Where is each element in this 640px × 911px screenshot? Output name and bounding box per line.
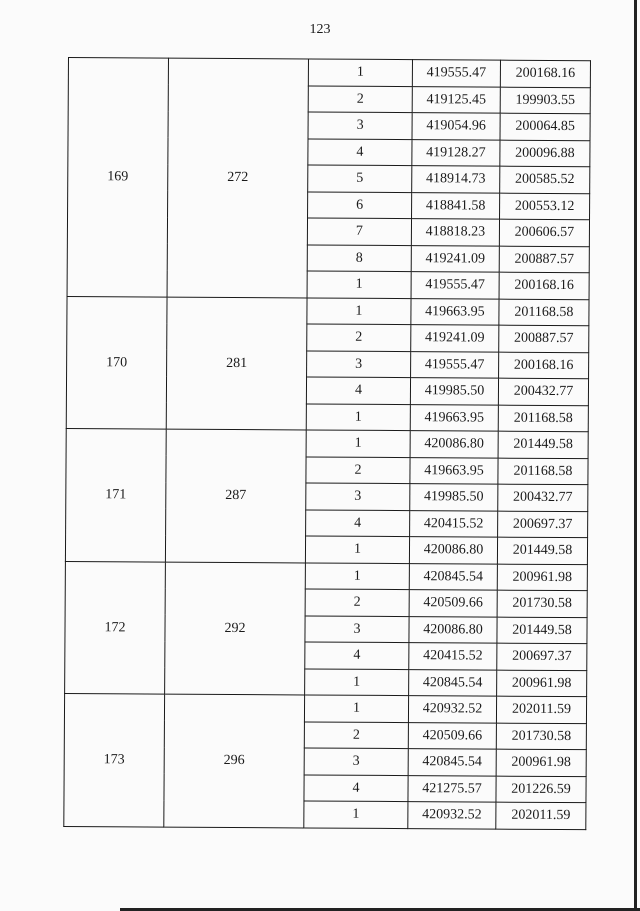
lot-number-cell: 171 [65,428,166,561]
plot-number-cell: 272 [167,58,308,297]
x-coordinate-cell: 418818.23 [411,219,499,246]
y-coordinate-cell: 200432.77 [498,378,588,405]
x-coordinate-cell: 419241.09 [411,325,499,352]
point-number-cell: 4 [304,774,408,801]
x-coordinate-cell: 420845.54 [409,563,497,590]
point-number-cell: 4 [306,377,410,404]
plot-number-cell: 296 [164,694,305,827]
y-coordinate-cell: 200961.98 [497,670,587,697]
coordinates-table [63,57,591,830]
x-coordinate-cell: 419985.50 [410,484,498,511]
x-coordinate-cell: 419241.09 [411,245,499,272]
lot-number-cell: 170 [66,296,167,429]
y-coordinate-cell: 200553.12 [500,193,590,220]
y-coordinate-cell: 200606.57 [499,219,589,246]
y-coordinate-cell: 201730.58 [497,590,587,617]
plot-number-cell: 287 [165,429,306,562]
x-coordinate-cell: 419663.95 [410,457,498,484]
point-number-cell: 2 [304,721,408,748]
point-number-cell: 3 [308,112,412,139]
lot-number-cell: 173 [64,693,165,826]
point-number-cell: 3 [305,615,409,642]
y-coordinate-cell: 200096.88 [500,140,590,167]
table-row [66,428,588,458]
y-coordinate-cell: 201449.58 [498,431,588,458]
x-coordinate-cell: 419555.47 [412,60,500,87]
table-row [64,693,586,723]
point-number-cell: 1 [305,536,409,563]
y-coordinate-cell: 200961.98 [496,749,586,776]
y-coordinate-cell: 201168.58 [498,405,588,432]
point-number-cell: 7 [307,218,411,245]
point-number-cell: 4 [306,509,410,536]
point-number-cell: 1 [305,562,409,589]
point-number-cell: 2 [307,324,411,351]
point-number-cell: 2 [305,589,409,616]
plot-number-cell: 281 [166,297,307,430]
x-coordinate-cell: 419125.45 [412,86,500,113]
y-coordinate-cell: 202011.59 [496,696,586,723]
y-coordinate-cell: 201449.58 [497,617,587,644]
x-coordinate-cell: 420415.52 [409,643,497,670]
page-number: 123 [309,22,331,37]
y-coordinate-cell: 200432.77 [498,484,588,511]
point-number-cell: 4 [305,642,409,669]
point-number-cell: 2 [306,456,410,483]
y-coordinate-cell: 201168.58 [499,299,589,326]
x-coordinate-cell: 421275.57 [408,775,496,802]
page-edge-right [634,0,637,911]
point-number-cell: 6 [308,191,412,218]
point-number-cell: 1 [308,59,412,86]
point-number-cell: 3 [306,483,410,510]
point-number-cell: 3 [304,748,408,775]
y-coordinate-cell: 201168.58 [498,458,588,485]
point-number-cell: 3 [307,350,411,377]
x-coordinate-cell: 420932.52 [408,696,496,723]
x-coordinate-cell: 420086.80 [409,537,497,564]
x-coordinate-cell: 420509.66 [408,722,496,749]
lot-number-cell: 169 [67,58,168,297]
y-coordinate-cell: 201226.59 [496,776,586,803]
x-coordinate-cell: 419128.27 [412,139,500,166]
x-coordinate-cell: 419555.47 [411,351,499,378]
point-number-cell: 5 [308,165,412,192]
y-coordinate-cell: 201730.58 [496,723,586,750]
point-number-cell: 1 [307,271,411,298]
x-coordinate-cell: 420845.54 [409,669,497,696]
x-coordinate-cell: 419555.47 [411,272,499,299]
table-row [68,58,590,88]
y-coordinate-cell: 200697.37 [497,643,587,670]
x-coordinate-cell: 420415.52 [410,510,498,537]
y-coordinate-cell: 200168.16 [499,352,589,379]
x-coordinate-cell: 420086.80 [410,431,498,458]
y-coordinate-cell: 200168.16 [500,60,590,87]
point-number-cell: 2 [308,85,412,112]
y-coordinate-cell: 200887.57 [499,325,589,352]
x-coordinate-cell: 419054.96 [412,113,500,140]
x-coordinate-cell: 419985.50 [410,378,498,405]
point-number-cell: 1 [307,297,411,324]
x-coordinate-cell: 420845.54 [408,749,496,776]
y-coordinate-cell: 200168.16 [499,272,589,299]
point-number-cell: 1 [305,668,409,695]
plot-number-cell: 292 [165,562,306,695]
x-coordinate-cell: 419663.95 [410,404,498,431]
y-coordinate-cell: 200585.52 [500,166,590,193]
point-number-cell: 1 [304,801,408,828]
y-coordinate-cell: 200887.57 [499,246,589,273]
point-number-cell: 8 [307,244,411,271]
x-coordinate-cell: 420086.80 [409,616,497,643]
y-coordinate-cell: 200961.98 [497,564,587,591]
y-coordinate-cell: 200697.37 [498,511,588,538]
x-coordinate-cell: 419663.95 [411,298,499,325]
y-coordinate-cell: 201449.58 [497,537,587,564]
y-coordinate-cell: 199903.55 [500,87,590,114]
table-row [65,561,587,591]
y-coordinate-cell: 200064.85 [500,113,590,140]
point-number-cell: 1 [306,430,410,457]
point-number-cell: 4 [308,138,412,165]
x-coordinate-cell: 418914.73 [412,166,500,193]
x-coordinate-cell: 420509.66 [409,590,497,617]
x-coordinate-cell: 418841.58 [412,192,500,219]
point-number-cell: 1 [306,403,410,430]
point-number-cell: 1 [304,695,408,722]
coordinates-table-body [64,58,591,830]
x-coordinate-cell: 420932.52 [408,802,496,829]
table-row [67,296,589,326]
y-coordinate-cell: 202011.59 [496,802,586,829]
lot-number-cell: 172 [65,561,166,694]
